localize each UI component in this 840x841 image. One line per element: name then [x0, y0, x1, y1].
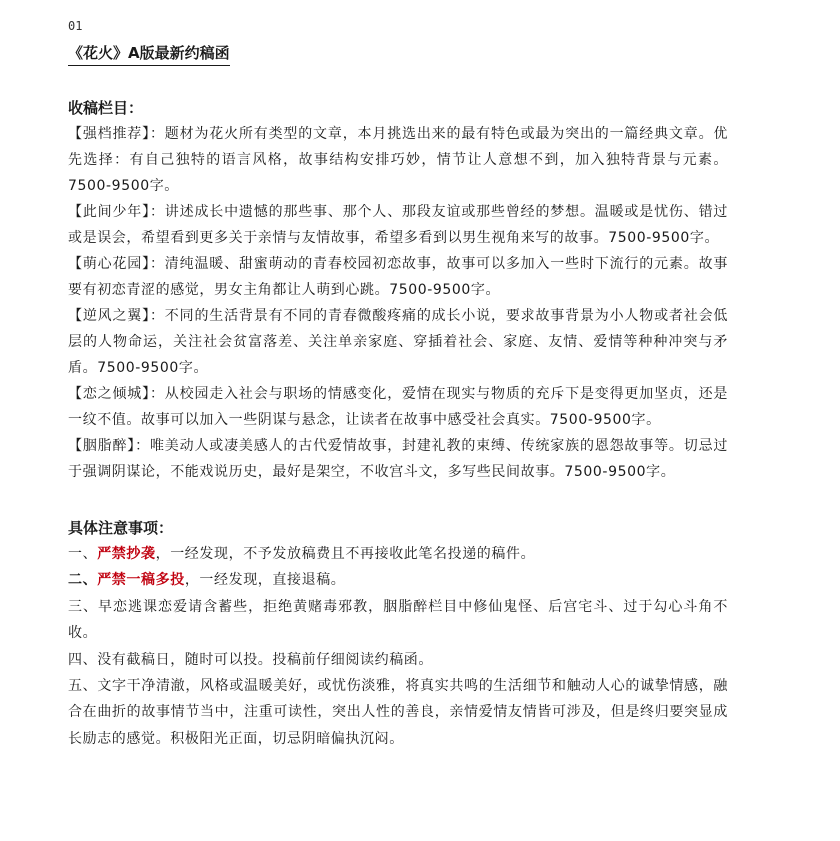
- note-1-prefix: 一、: [68, 546, 98, 562]
- note-1-rest: ，一经发现，不予发放稿费且不再接收此笔名投递的稿件。: [155, 546, 536, 562]
- note-4: 四、没有截稿日，随时可以投。投稿前仔细阅读约稿函。: [68, 651, 433, 668]
- note-5: 五、文字干净清澈，风格或温暖美好，或忧伤淡雅，将真实共鸣的生活细节和触动人心的诚挚情感，融合在曲折的故事情节当中，注重可读性，突出人性的善良，亲情爱情友情皆可涉及，但是终归要突显成长励志的感觉。积极阳光正面，切忌阴暗偏执沉闷。: [68, 678, 728, 747]
- column-qiangdang: 【强档推荐】：题材为花火所有类型的文章，本月挑选出来的最有特色或最为突出的一篇经典文章。优先选择：有自己独特的语言风格，故事结构安排巧妙，情节让人意想不到，加入独特背景与元素。7500-9500字。: [68, 126, 728, 194]
- column-nifengzhiyi: 【逆风之翼】：不同的生活背景有不同的青春微酸疼痛的成长小说，要求故事背景为小人物或者社会低层的人物命运，关注社会贫富落差、关注单亲家庭、穿插着社会、家庭、友情、爱情等种种冲突与矛盾。7500-9500字。: [68, 308, 728, 376]
- column-cijianshaonian: 【此间少年】：讲述成长中遗憾的那些事、那个人、那段友谊或那些曾经的梦想。温暖或是忧伤、错过或是误会，希望看到更多关于亲情与友情故事，希望多看到以男生视角来写的故事。7500-9500字。: [68, 204, 728, 246]
- note-1: [68, 541, 728, 567]
- columns-heading: 收稿栏目：: [68, 99, 144, 117]
- document: [68, 16, 728, 752]
- note-2-prefix: 二、: [68, 572, 98, 589]
- section-number: 01: [68, 19, 83, 33]
- notes-section: [68, 516, 728, 752]
- note-2-emphasis: 严禁一稿多投: [97, 572, 185, 589]
- note-2-rest: ，一经发现，直接退稿。: [184, 572, 346, 589]
- title-wrap: [68, 42, 728, 66]
- column-yanzhizui: 【胭脂醉】：唯美动人或凄美感人的古代爱情故事，封建礼教的束缚、传统家族的恩怨故事等。切忌过于强调阴谋论，不能戏说历史，最好是架空，不收宫斗文，多写些民间故事。7500-9500字。: [68, 438, 728, 480]
- note-1-emphasis: 严禁抄袭: [97, 546, 156, 562]
- column-lianzhiqingcheng: 【恋之倾城】：从校园走入社会与职场的情感变化，爱情在现实与物质的充斥下是变得更加坚贞，还是一纹不值。故事可以加入一些阴谋与悬念，让读者在故事中感受社会真实。7500-9500字。: [68, 386, 728, 428]
- column-mengxinhuayuan: 【萌心花园】：清纯温暖、甜蜜萌动的青春校园初恋故事，故事可以多加入一些时下流行的元素。故事要有初恋青涩的感觉，男女主角都让人萌到心跳。7500-9500字。: [68, 256, 728, 298]
- note-3: 三、早恋逃课恋爱请含蓄些，拒绝黄赌毒邪教，胭脂醉栏目中修仙鬼怪、后宫宅斗、过于勾心斗角不收。: [68, 598, 728, 642]
- columns-section: [68, 96, 728, 485]
- document-title: 《花火》A版最新约稿函: [68, 42, 230, 66]
- note-2: [68, 567, 728, 593]
- notes-heading: 具体注意事项：: [68, 519, 174, 537]
